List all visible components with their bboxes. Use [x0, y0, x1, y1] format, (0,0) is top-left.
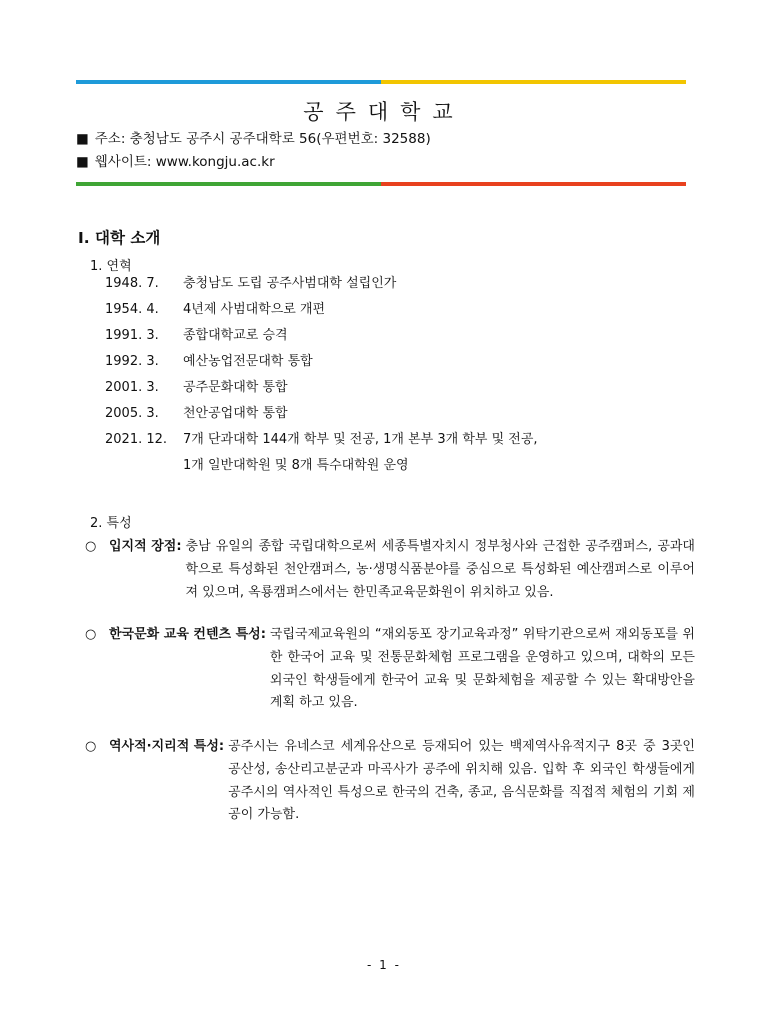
feature-description: 국립국제교육원의 “재외동포 장기교육과정” 위탁기관으로써 재외동포를 위한 한국어 교육 및 전통문화체험 프로그램을 운영하고 있으며, 대학의 모든 외국인 학생들에게 한국어 교육 및 문화체험을 제공할 수 있는 확대방안을 계획 하고 있음. [269, 627, 695, 711]
history-text: 4년제 사범대학으로 개편 [183, 302, 326, 317]
history-date: 2021. 12. [105, 432, 168, 447]
history-date: 1954. 4. [105, 302, 159, 317]
history-item [105, 274, 538, 300]
history-date: 2005. 3. [105, 406, 159, 421]
address-line [76, 127, 431, 147]
top-bar-blue-segment [76, 80, 381, 84]
history-text: 종합대학교로 승격 [183, 328, 288, 343]
history-item [105, 378, 538, 404]
header-top-color-bar [76, 80, 686, 84]
top-bar-yellow-segment [381, 80, 686, 84]
history-heading: 1. 연혁 [90, 259, 132, 274]
page-number: - 1 - [367, 958, 401, 972]
history-item [105, 326, 538, 352]
history-text-continuation: 1개 일반대학원 및 8개 특수대학원 운영 [183, 458, 409, 473]
feature-item [85, 624, 695, 715]
features-heading: 2. 특성 [90, 516, 132, 531]
history-date: 1948. 7. [105, 276, 159, 291]
history-item [105, 430, 538, 456]
bottom-bar-red-segment [381, 182, 686, 186]
feature-label: 역사적·지리적 특성: [109, 739, 225, 754]
history-date: 1991. 3. [105, 328, 159, 343]
history-item [105, 352, 538, 378]
square-bullet-icon: ■ [76, 131, 89, 147]
website-line [76, 150, 275, 170]
feature-description: 공주시는 유네스코 세계유산으로 등재되어 있는 백제역사유적지구 8곳 중 3곳인 공산성, 송산리고분군과 마곡사가 공주에 위치해 있음. 입학 후 외국인 학생들에게 공주시의 역사적인 특성으로 한국의 건축, 종교, 음식문화를 직접적 체험의 기회 제공이 가능함. [228, 739, 695, 823]
history-list [105, 274, 538, 482]
history-text: 예산농업전문대학 통합 [183, 354, 313, 369]
circle-bullet-icon: ○ [85, 539, 97, 554]
history-text: 충청남도 도립 공주사범대학 설립인가 [183, 276, 397, 291]
feature-label: 입지적 장점: [109, 539, 182, 554]
history-item [105, 404, 538, 430]
feature-item [85, 736, 695, 827]
section-heading: Ⅰ. 대학 소개 [78, 229, 161, 247]
feature-item [85, 536, 695, 604]
circle-bullet-icon: ○ [85, 739, 97, 754]
header-bottom-color-bar [76, 182, 686, 186]
history-item [105, 300, 538, 326]
bottom-bar-green-segment [76, 182, 381, 186]
website-text: 웹사이트: www.kongju.ac.kr [94, 154, 275, 170]
feature-description: 충남 유일의 종합 국립대학으로써 세종특별자치시 정부청사와 근접한 공주캠퍼스, 공과대학으로 특성화된 천안캠퍼스, 농·생명식품분야를 중심으로 특성화된 예산캠퍼스로 이루어져 있으며, 옥룡캠퍼스에서는 한민족교육문화원이 위치하고 있음. [185, 539, 695, 600]
square-bullet-icon: ■ [76, 154, 89, 170]
history-date: 1992. 3. [105, 354, 159, 369]
history-text: 7개 단과대학 144개 학부 및 전공, 1개 본부 3개 학부 및 전공, [183, 432, 538, 447]
history-text: 공주문화대학 통합 [183, 380, 288, 395]
history-text: 천안공업대학 통합 [183, 406, 288, 421]
page-title: 공주대학교 [303, 100, 465, 124]
address-text: 주소: 충청남도 공주시 공주대학로 56(우편번호: 32588) [94, 131, 431, 147]
feature-label: 한국문화 교육 컨텐츠 특성: [109, 627, 266, 642]
history-item-continuation [105, 456, 538, 482]
circle-bullet-icon: ○ [85, 627, 97, 642]
history-date: 2001. 3. [105, 380, 159, 395]
